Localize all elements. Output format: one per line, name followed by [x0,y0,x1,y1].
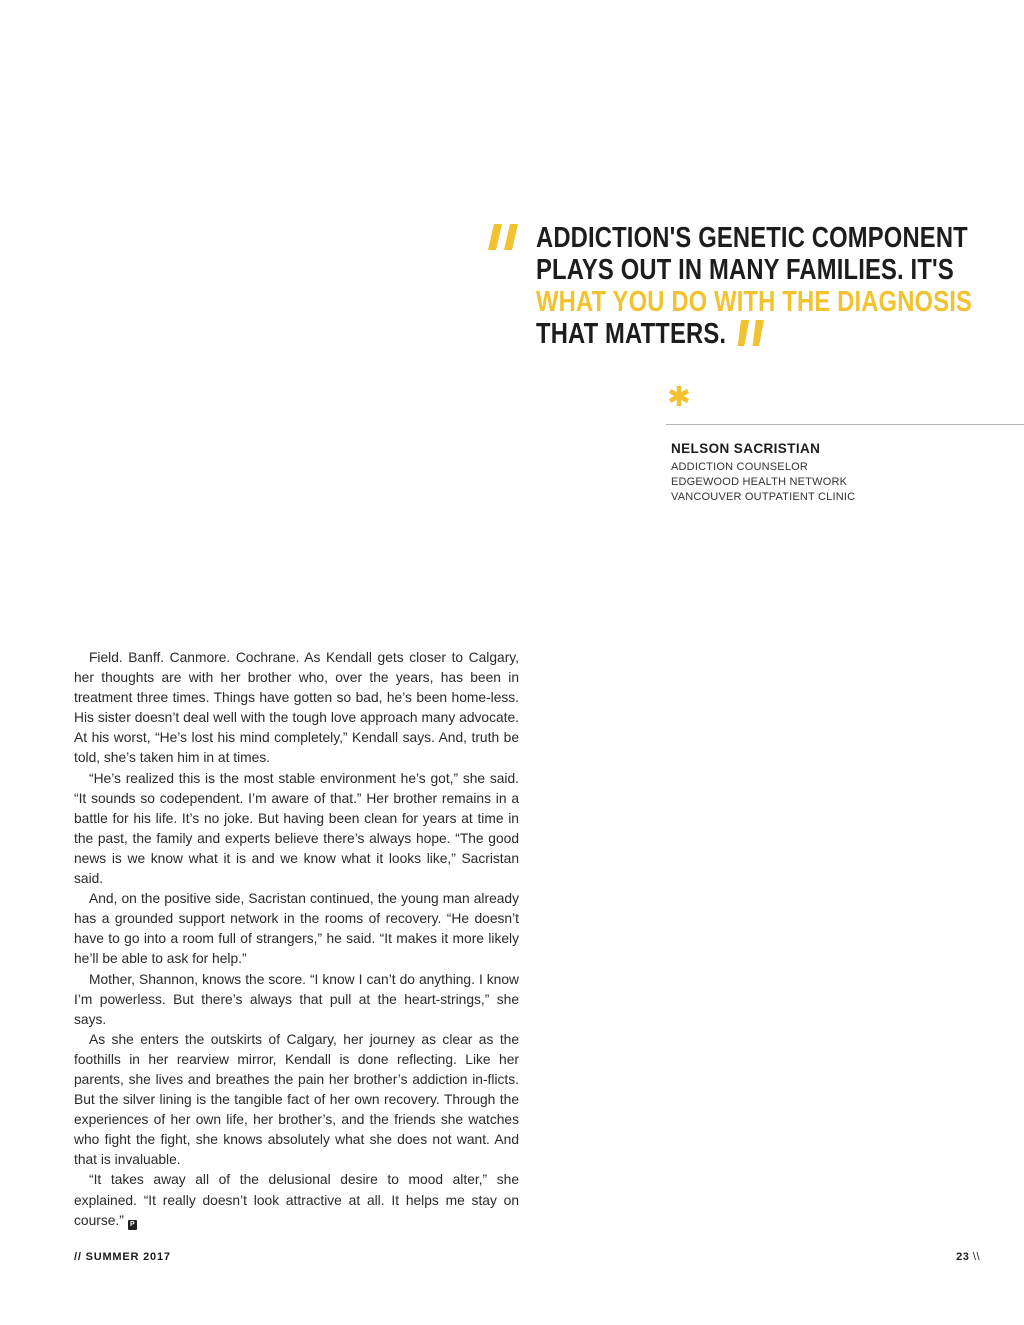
end-mark-icon: P [128,1220,137,1230]
speaker-title: ADDICTION COUNSELOR [671,461,809,473]
close-quote-icon [734,318,767,346]
article-paragraph: Mother, Shannon, knows the score. “I know I can’t do anything. I know I’m powerless. But there’s always that pull at the heart-strings,” she says. [74,971,519,1027]
pull-quote-text [536,222,973,350]
quote-line-2: PLAYS OUT IN MANY FAMILIES. IT'S [536,254,954,286]
article-paragraph-last [74,1170,519,1230]
quote-line-1: ADDICTION'S GENETIC COMPONENT [536,222,968,254]
speaker-name: NELSON SACRISTIAN [671,441,821,456]
article-paragraph: As she enters the outskirts of Calgary, her journey as clear as the foothills in her rearview mirror, Kendall is done reflecting. Like her parents, she lives and breathes the pain her brother’s addiction in-flicts. But the silver lining is the tangible fact of her own recovery. Through the experiences of her own life, her brother’s, and the friends she watches who fight the fight, she knows absolutely what she does not want. And that is invaluable. [74,1031,519,1168]
attribution-divider [666,424,1024,425]
article-paragraph: “He’s realized this is the most stable environment he’s got,” she said. “It sounds so codependent. I’m aware of that.” Her brother remains in a battle for his life. It’s no joke. But having been clean for years at time in the past, the family and experts believe there’s always hope. “The good news is we know what it is and we know what it looks like,” Sacristan said. [74,770,519,887]
attribution [671,440,855,505]
quote-line-3-highlight: WHAT YOU DO WITH THE DIAGNOSIS [536,286,973,318]
page-number-value: 23 [956,1251,970,1263]
quote-line-4 [536,318,889,350]
article-paragraph: Field. Banff. Canmore. Cochrane. As Kendall gets closer to Calgary, her thoughts are with her brother who, over the years, has been in treatment three times. Things have gotten so bad, he’s been home-less. His sister doesn’t deal well with the tough love approach many advocate. At his worst, “He’s lost his mind completely,” Kendall says. And, truth be told, she’s taken him in at times. [74,650,519,766]
page-number [956,1251,980,1263]
open-quote-icon [488,224,524,252]
speaker-location: VANCOUVER OUTPATIENT CLINIC [671,491,856,503]
speaker-organization: EDGEWOOD HEALTH NETWORK [671,476,848,488]
article-body [74,648,519,1231]
asterisk-icon [668,385,690,407]
article-paragraph: And, on the positive side, Sacristan continued, the young man already has a grounded support network in the rooms of recovery. “He doesn’t have to go into a room full of strangers,” he said. “It makes it more likely he’ll be able to ask for help.” [74,891,519,967]
page-number-suffix: \\ [969,1251,980,1263]
article-paragraph-text: “It takes away all of the delusional desire to mood alter,” she explained. “It really doesn’t look attractive at all. It helps me stay on course.” [74,1172,519,1228]
quote-line-4-text: THAT MATTERS. [536,318,727,350]
issue-label: // SUMMER 2017 [74,1251,171,1263]
